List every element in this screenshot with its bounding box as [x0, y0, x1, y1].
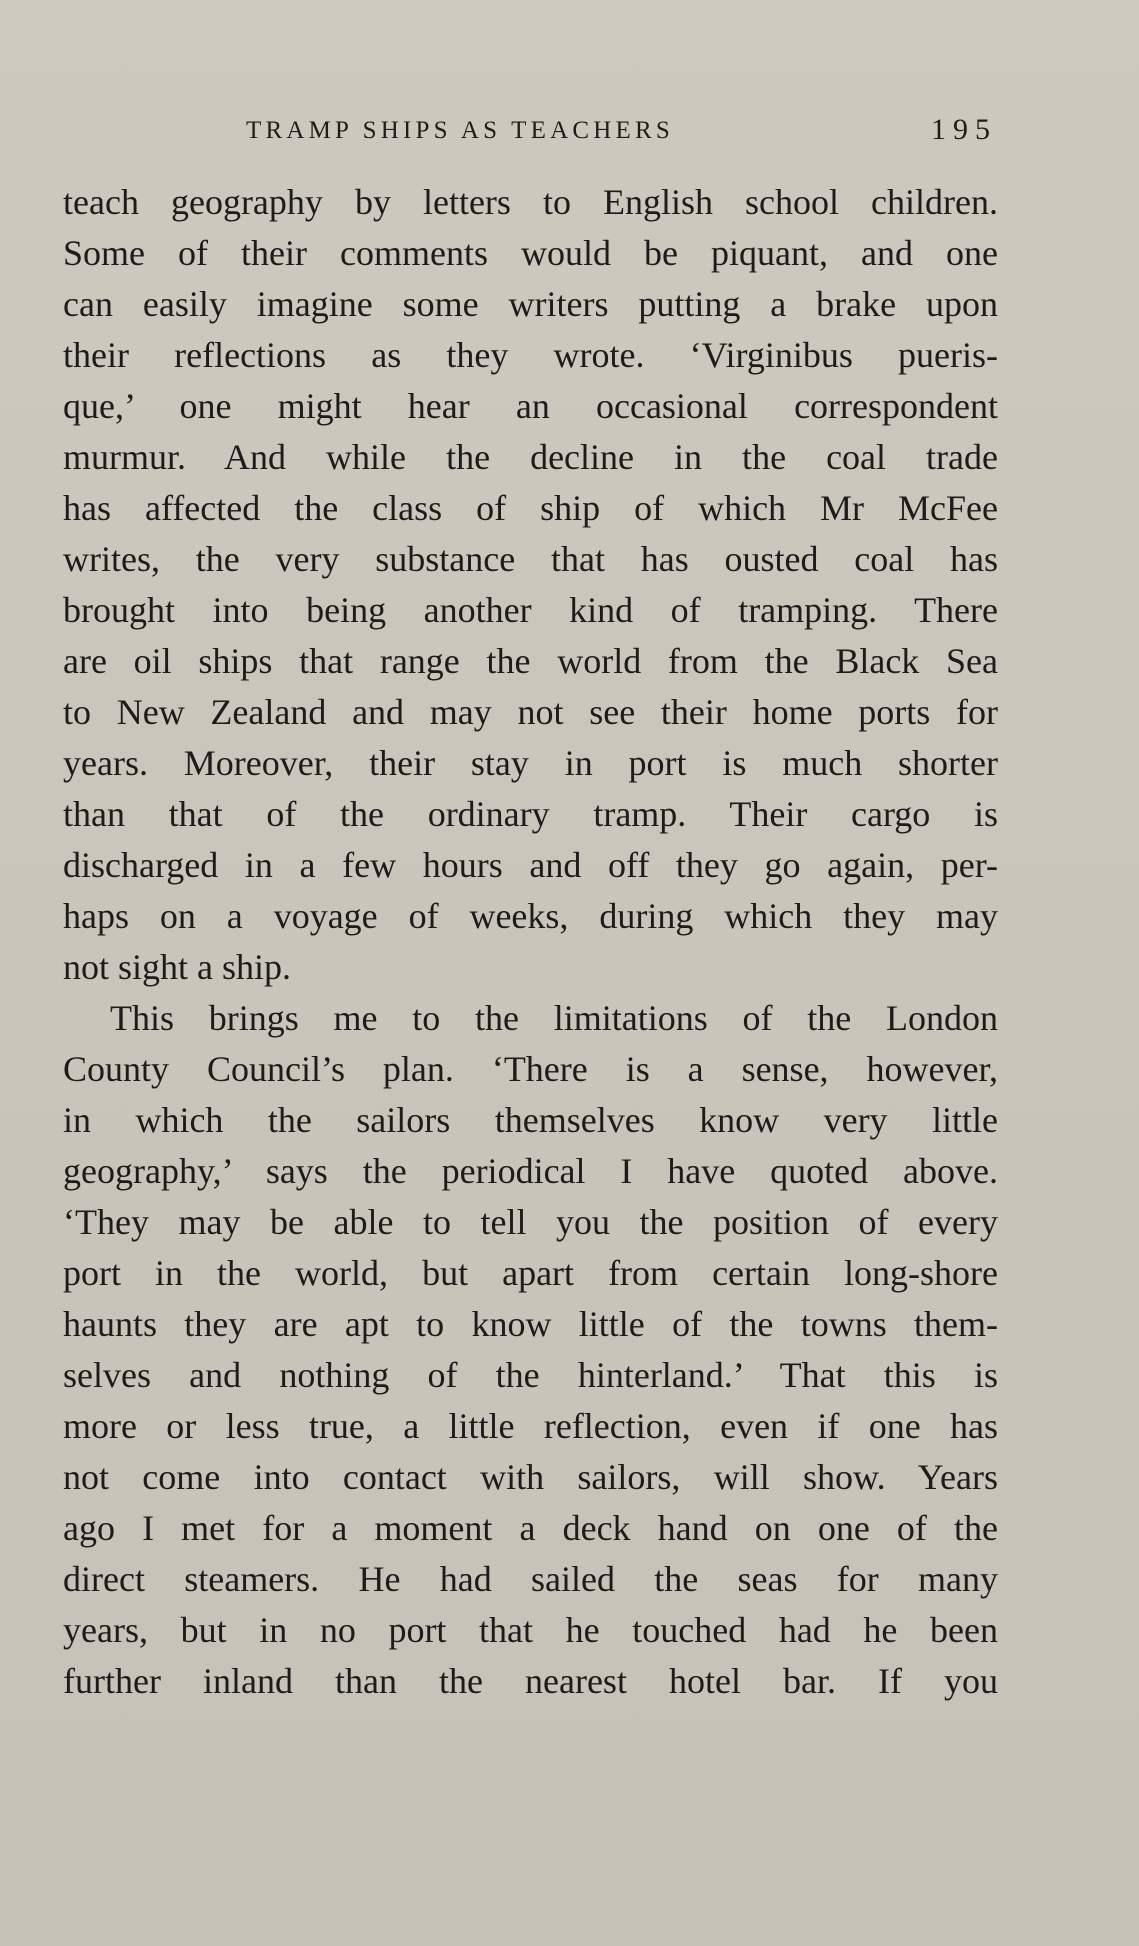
text-line: County Council’s plan. ‘There is a sense, however,: [63, 1049, 998, 1089]
text-line: discharged in a few hours and off they go again, per-: [63, 845, 998, 885]
body-text: [63, 177, 998, 1707]
text-line: teach geography by letters to English school children.: [63, 182, 998, 222]
text-line: years, but in no port that he touched had he been: [63, 1610, 998, 1650]
text-line: direct steamers. He had sailed the seas for many: [63, 1559, 998, 1599]
text-line: not sight a ship.: [63, 947, 292, 987]
text-line: brought into being another kind of tramping. There: [63, 590, 998, 630]
text-line: ‘They may be able to tell you the position of every: [63, 1202, 998, 1242]
text-line: writes, the very substance that has ousted coal has: [63, 539, 998, 579]
text-line: murmur. And while the decline in the coal trade: [63, 437, 998, 477]
text-line: This brings me to the limitations of the London: [110, 998, 998, 1038]
text-line: not come into contact with sailors, will show. Years: [63, 1457, 998, 1497]
text-line: geography,’ says the periodical I have quoted above.: [63, 1151, 998, 1191]
text-line: their reflections as they wrote. ‘Virginibus pueris-: [63, 335, 998, 375]
text-line: further inland than the nearest hotel bar. If you: [63, 1661, 998, 1701]
text-line: port in the world, but apart from certain long-shore: [63, 1253, 998, 1293]
paragraph: [63, 993, 998, 1707]
page-number: 195: [931, 113, 997, 146]
text-line: can easily imagine some writers putting a brake upon: [63, 284, 998, 324]
text-line: has affected the class of ship of which Mr McFee: [63, 488, 998, 528]
text-line: are oil ships that range the world from the Black Sea: [63, 641, 998, 681]
text-line: to New Zealand and may not see their home ports for: [63, 692, 998, 732]
text-line: haps on a voyage of weeks, during which they may: [63, 896, 998, 936]
text-line: haunts they are apt to know little of the towns them-: [63, 1304, 998, 1344]
text-line: ago I met for a moment a deck hand on one of the: [63, 1508, 998, 1548]
text-line: in which the sailors themselves know very little: [63, 1100, 998, 1140]
text-line: Some of their comments would be piquant, and one: [63, 233, 998, 273]
text-line: selves and nothing of the hinterland.’ That this is: [63, 1355, 998, 1395]
text-line: que,’ one might hear an occasional correspondent: [63, 386, 998, 426]
running-head: TRAMP SHIPS AS TEACHERS: [246, 117, 674, 144]
text-line: years. Moreover, their stay in port is much shorter: [63, 743, 998, 783]
text-line: than that of the ordinary tramp. Their cargo is: [63, 794, 998, 834]
text-line: more or less true, a little reflection, even if one has: [63, 1406, 998, 1446]
paragraph: [63, 177, 998, 993]
